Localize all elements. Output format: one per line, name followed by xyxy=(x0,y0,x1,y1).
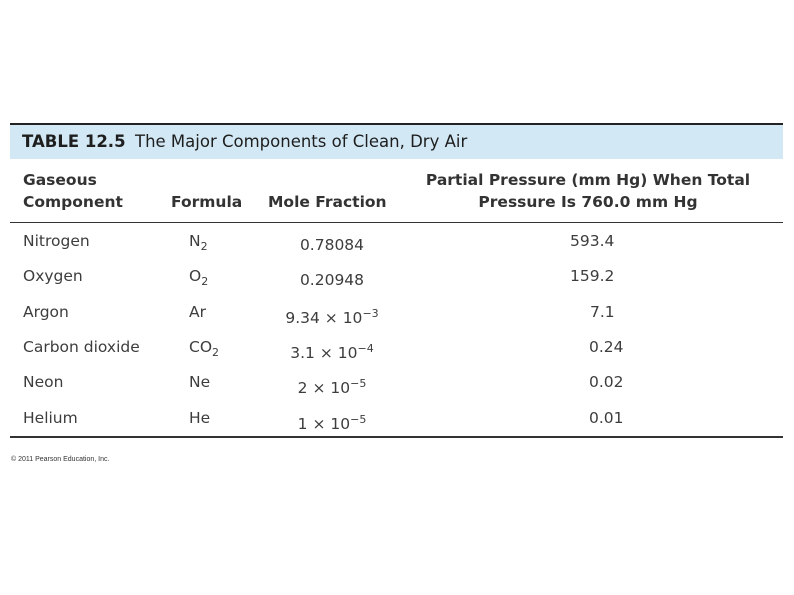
header-component xyxy=(23,169,123,213)
copyright-footer: © 2011 Pearson Education, Inc. xyxy=(11,456,110,463)
cell-formula xyxy=(189,372,210,398)
header-component-line2: Component xyxy=(23,193,123,211)
header-rule xyxy=(10,222,783,223)
table-title-bar xyxy=(10,123,783,159)
cell-formula xyxy=(189,302,206,328)
table-label: TABLE 12.5 xyxy=(22,132,126,151)
formula-base: Ar xyxy=(189,303,206,321)
formula-base: O xyxy=(189,267,202,285)
formula-base: He xyxy=(189,409,211,427)
cell-formula xyxy=(189,266,208,292)
header-component-line1: Gaseous xyxy=(23,171,97,189)
cell-partial-pressure: 7.1 xyxy=(590,303,615,321)
formula-subscript: 2 xyxy=(201,275,209,288)
cell-formula xyxy=(189,408,210,434)
mole-exponent: −3 xyxy=(362,307,379,320)
mole-mantissa: 9.34 xyxy=(285,309,320,327)
cell-mole-fraction xyxy=(262,304,402,328)
cell-component: Neon xyxy=(23,373,64,391)
mole-mantissa: 2 xyxy=(297,379,308,397)
cell-partial-pressure: 0.02 xyxy=(589,373,624,391)
cell-component: Oxygen xyxy=(23,267,83,285)
cell-component: Carbon dioxide xyxy=(23,338,140,356)
header-formula: Formula xyxy=(171,193,243,211)
mole-exponent: −4 xyxy=(357,342,374,355)
cell-mole-fraction xyxy=(262,410,402,434)
cell-partial-pressure: 593.4 xyxy=(570,232,615,250)
cell-component: Helium xyxy=(23,409,78,427)
header-partial-pressure xyxy=(408,169,768,213)
header-mole-fraction: Mole Fraction xyxy=(268,193,387,211)
mole-mantissa: 0.78084 xyxy=(299,236,365,254)
table-caption: The Major Components of Clean, Dry Air xyxy=(135,132,468,151)
cell-mole-fraction xyxy=(262,374,402,398)
cell-partial-pressure: 0.24 xyxy=(589,338,624,356)
cell-partial-pressure: 0.01 xyxy=(589,409,624,427)
mole-exponent: −5 xyxy=(350,377,367,390)
cell-partial-pressure: 159.2 xyxy=(570,267,615,285)
mole-times-ten: × 10 xyxy=(307,379,351,397)
mole-mantissa: 3.1 xyxy=(290,344,315,362)
header-pressure-line1: Partial Pressure (mm Hg) When Total xyxy=(425,171,751,189)
cell-mole-fraction xyxy=(262,266,402,290)
cell-formula xyxy=(189,337,219,363)
bottom-rule xyxy=(10,436,783,438)
mole-times-ten: × 10 xyxy=(314,344,358,362)
mole-times-ten: × 10 xyxy=(319,309,363,327)
formula-subscript: 2 xyxy=(212,346,220,359)
formula-subscript: 2 xyxy=(200,240,208,253)
cell-mole-fraction xyxy=(262,231,402,255)
mole-mantissa: 0.20948 xyxy=(299,271,365,289)
cell-component: Argon xyxy=(23,303,69,321)
cell-mole-fraction xyxy=(262,339,402,363)
formula-base: N xyxy=(189,232,201,250)
formula-base: CO xyxy=(189,338,213,356)
cell-formula xyxy=(189,231,208,257)
formula-base: Ne xyxy=(189,373,211,391)
cell-component: Nitrogen xyxy=(23,232,90,250)
header-pressure-line2: Pressure Is 760.0 mm Hg xyxy=(478,193,698,211)
mole-times-ten: × 10 xyxy=(307,415,351,433)
mole-mantissa: 1 xyxy=(297,415,308,433)
mole-exponent: −5 xyxy=(350,413,367,426)
